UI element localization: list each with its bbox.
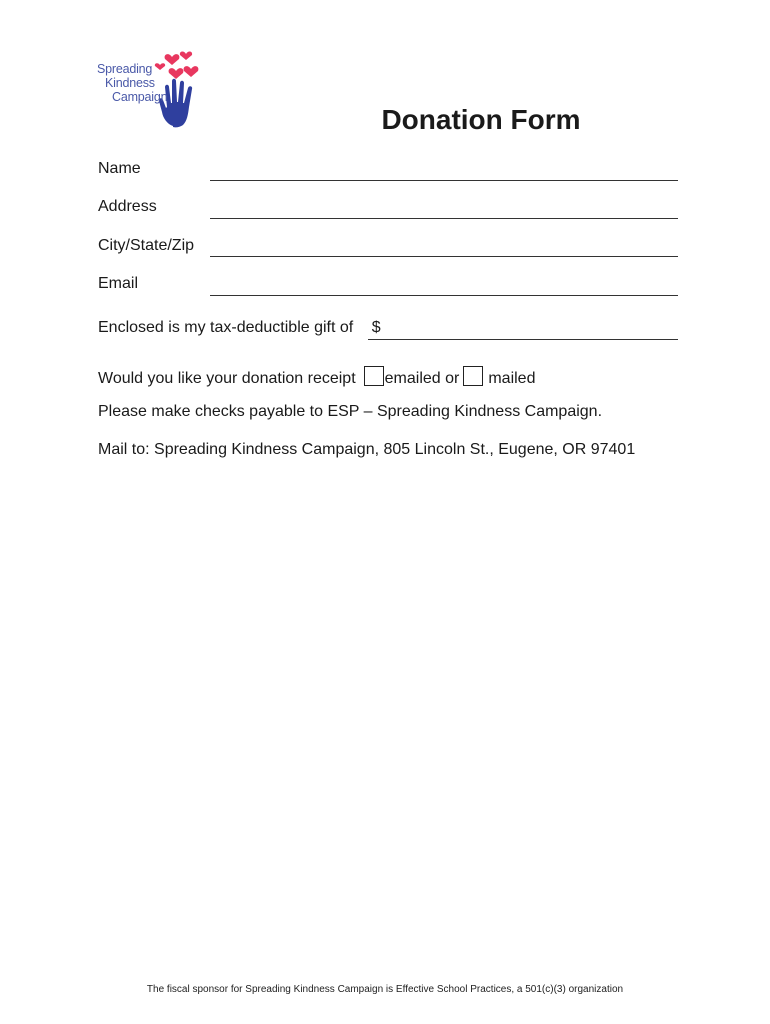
gift-amount-field[interactable] <box>368 339 678 340</box>
emailed-option-label: emailed or <box>384 370 460 387</box>
logo-line-2: Kindness <box>105 76 155 90</box>
logo-line-3: Campaign <box>112 90 168 104</box>
name-field[interactable] <box>210 180 678 181</box>
mailed-checkbox[interactable] <box>463 366 483 386</box>
page-title-wrap <box>0 104 770 136</box>
logo-line-1: Spreading <box>97 62 153 76</box>
gift-row <box>98 319 381 337</box>
mail-to-address: Mail to: Spreading Kindness Campaign, 805 Lincoln St., Eugene, OR 97401 <box>98 441 636 458</box>
gift-label: Enclosed is my tax-deductible gift of <box>98 319 354 336</box>
logo-wordmark <box>94 62 167 104</box>
currency-symbol: $ <box>371 319 381 336</box>
checks-payable-note: Please make checks payable to ESP – Spreading Kindness Campaign. <box>98 403 603 420</box>
name-label: Name <box>98 160 141 177</box>
fiscal-sponsor-footer: The fiscal sponsor for Spreading Kindness Campaign is Effective School Practices, a 501(c)(3) organization <box>146 984 624 995</box>
emailed-checkbox[interactable] <box>364 366 384 386</box>
email-field[interactable] <box>210 295 678 296</box>
receipt-question: Would you like your donation receipt <box>98 370 356 387</box>
email-label: Email <box>98 275 139 292</box>
receipt-row <box>98 366 535 388</box>
address-label: Address <box>98 198 157 215</box>
address-field[interactable] <box>210 218 678 219</box>
page-title: Donation Form <box>381 104 581 135</box>
city-state-zip-label: City/State/Zip <box>98 237 195 254</box>
city-state-zip-field[interactable] <box>210 256 678 257</box>
mailed-option-label: mailed <box>488 370 536 387</box>
